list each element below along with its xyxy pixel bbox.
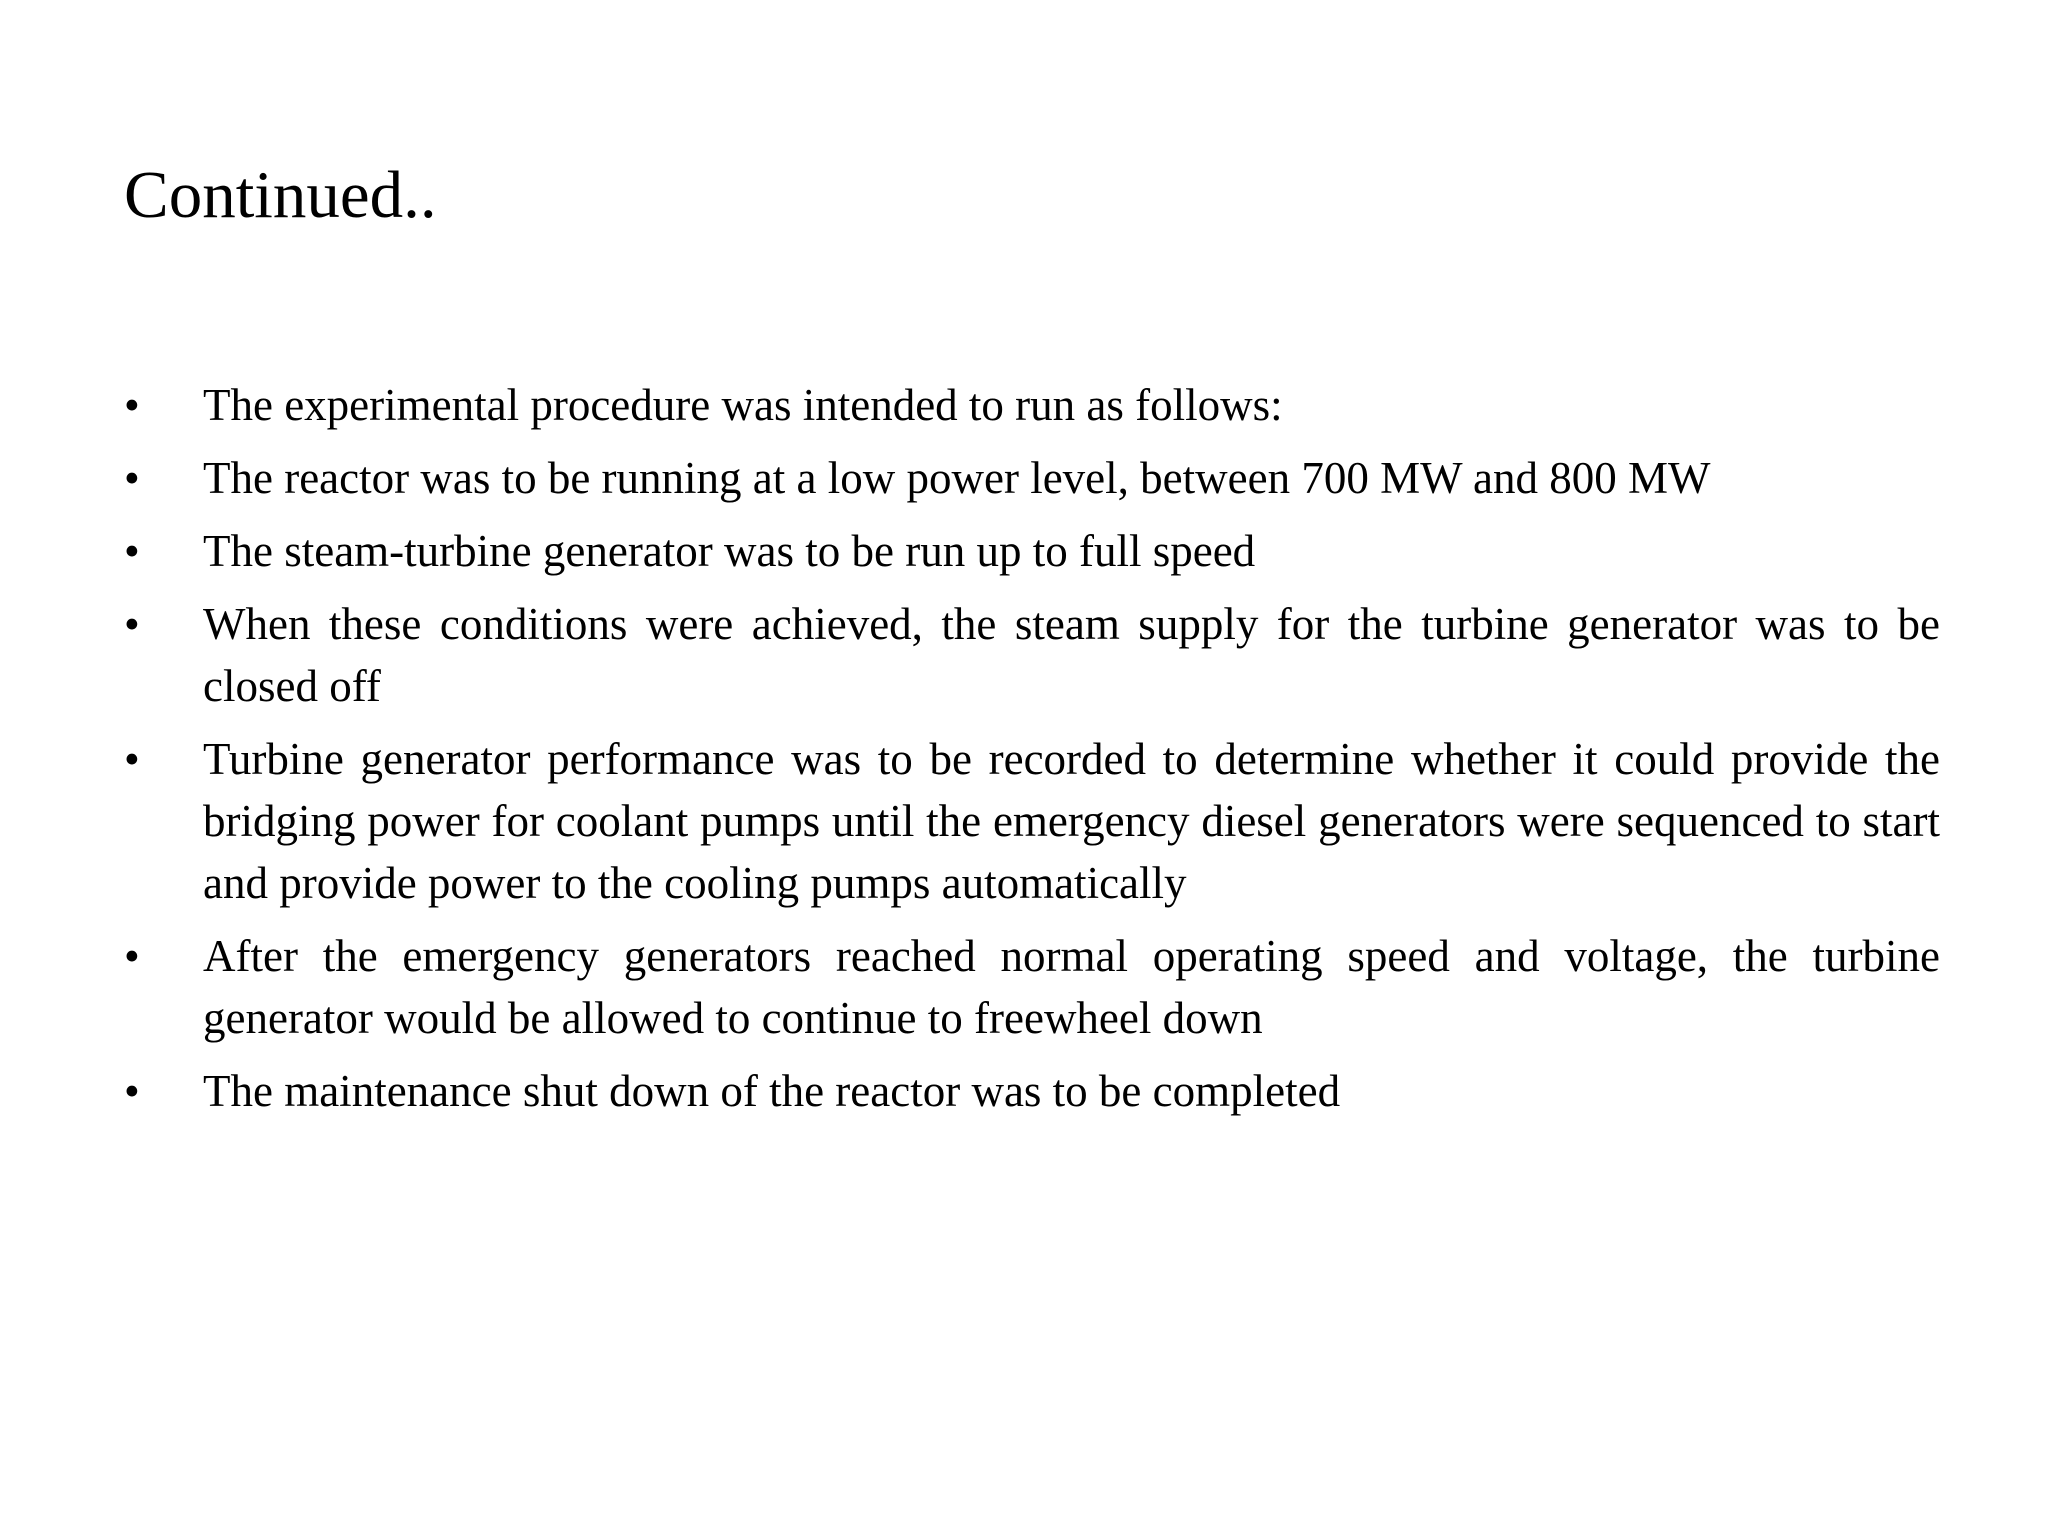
bullet-item — [124, 925, 1940, 1049]
bullet-text: The experimental procedure was intended to run as follows: — [203, 380, 1283, 430]
bullet-icon: • — [124, 1066, 140, 1116]
slide-title: Continued.. — [124, 158, 437, 232]
bullet-item — [124, 593, 1940, 717]
bullet-text: When these conditions were achieved, the steam supply for the turbine generator was to be closed off — [203, 599, 1940, 711]
bullet-item — [124, 1060, 1940, 1122]
bullet-item — [124, 728, 1940, 914]
bullet-item — [124, 447, 1940, 509]
bullet-list — [124, 374, 1940, 1133]
bullet-text: The reactor was to be running at a low power level, between 700 MW and 800 MW — [203, 453, 1711, 503]
bullet-text: The steam-turbine generator was to be run up to full speed — [203, 526, 1256, 576]
bullet-icon: • — [124, 931, 140, 981]
bullet-text: After the emergency generators reached normal operating speed and voltage, the turbine generator would be allowed to continue to freewheel down — [203, 931, 1940, 1043]
bullet-text: The maintenance shut down of the reactor was to be completed — [203, 1066, 1341, 1116]
bullet-item — [124, 520, 1940, 582]
bullet-item — [124, 374, 1940, 436]
bullet-icon: • — [124, 380, 140, 430]
bullet-icon: • — [124, 453, 140, 503]
bullet-text: Turbine generator performance was to be recorded to determine whether it could provide the bridging power for coolant pumps until the emergency diesel generators were sequenced to start and provide power to the cooling pumps automatically — [203, 734, 1940, 908]
bullet-icon: • — [124, 599, 140, 649]
bullet-icon: • — [124, 526, 140, 576]
bullet-icon: • — [124, 734, 140, 784]
